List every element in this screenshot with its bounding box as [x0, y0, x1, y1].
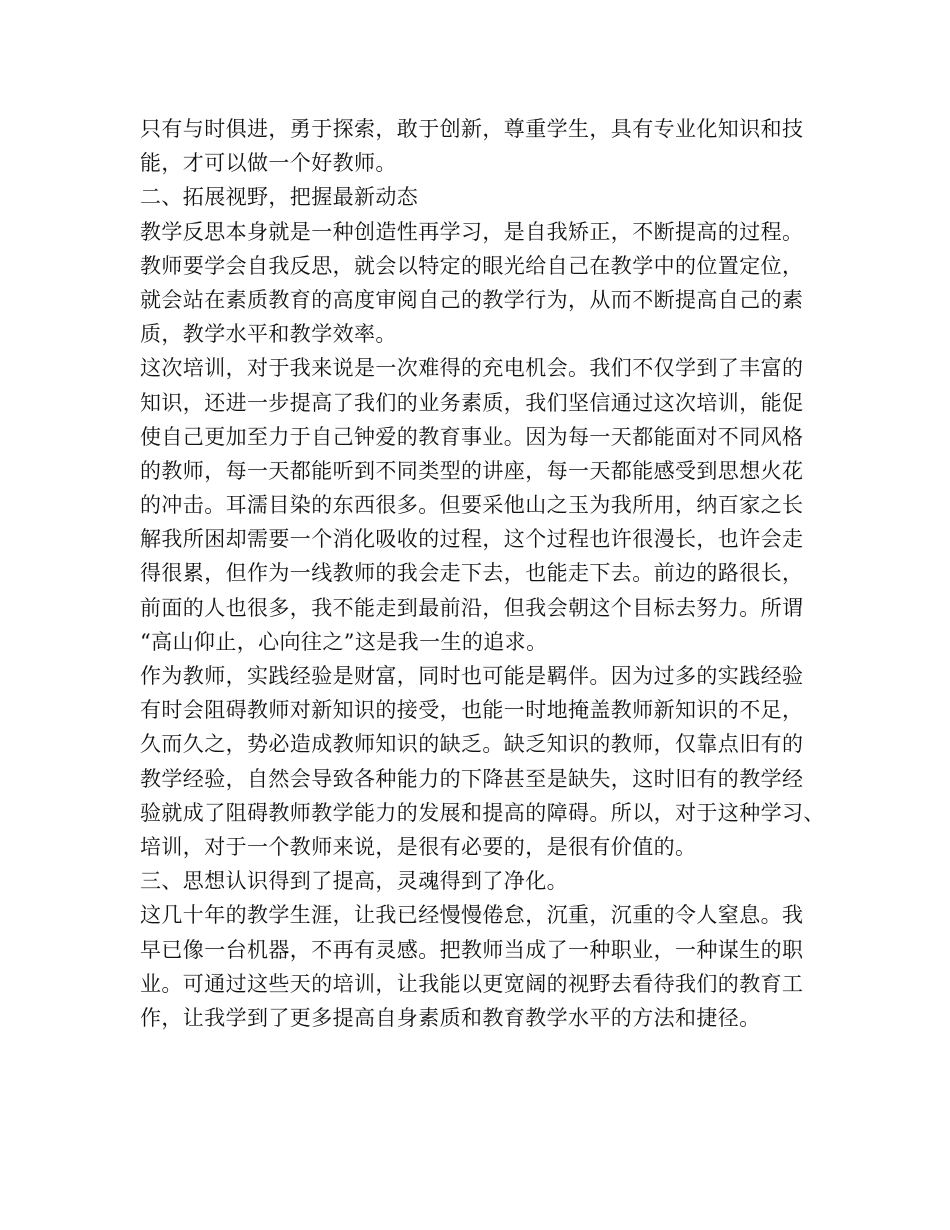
text-line: 作，让我学到了更多提高自身素质和教育教学水平的方法和捷径。 [140, 1005, 761, 1030]
text-line: 的教师，每一天都能听到不同类型的讲座，每一天都能感受到思想火花 [140, 458, 804, 483]
text-line: 知识，还进一步提高了我们的业务素质，我们坚信通过这次培训，能促 [140, 390, 804, 415]
text-line: 早已像一台机器，不再有灵感。把教师当成了一种职业，一种谋生的职 [140, 937, 804, 962]
text-line: 解我所困却需要一个消化吸收的过程，这个过程也许很漫长，也许会走 [140, 527, 804, 552]
text-line: 前面的人也很多，我不能走到最前沿，但我会朝这个目标去努力。所谓 [140, 595, 804, 620]
text-line: 只有与时俱进，勇于探索，敢于创新，尊重学生，具有专业化知识和技 [140, 117, 804, 141]
text-line: 教学经验，自然会导致各种能力的下降甚至是缺失，这时旧有的教学经 [140, 766, 804, 791]
text-line: 就会站在素质教育的高度审阅自己的教学行为，从而不断提高自己的素 [140, 287, 804, 312]
document-body [140, 112, 830, 1035]
text-line: 质，教学水平和教学效率。 [140, 322, 397, 347]
text-line: 得很累，但作为一线教师的我会走下去，也能走下去。前边的路很长， [140, 561, 804, 586]
text-line: 教师要学会自我反思，就会以特定的眼光给自己在教学中的位置定位， [140, 253, 804, 278]
section-heading: 二、拓展视野，把握最新动态 [140, 185, 419, 210]
text-line: 有时会阻碍教师对新知识的接受，也能一时地掩盖教师新知识的不足， [140, 698, 804, 723]
text-line: 久而久之，势必造成教师知识的缺乏。缺乏知识的教师，仅靠点旧有的 [140, 732, 804, 757]
text-line: 这几十年的教学生涯，让我已经慢慢倦怠，沉重，沉重的令人窒息。我 [140, 903, 804, 928]
text-line: 业。可通过这些天的培训，让我能以更宽阔的视野去看待我们的教育工 [140, 971, 804, 996]
section-heading: 三、思想认识得到了提高，灵魂得到了净化。 [140, 869, 568, 894]
text-line: 的冲击。耳濡目染的东西很多。但要采他山之玉为我所用，纳百家之长 [140, 493, 804, 518]
text-line: 教学反思本身就是一种创造性再学习，是自我矫正，不断提高的过程。 [140, 219, 804, 244]
text-line: 作为教师，实践经验是财富，同时也可能是羁伴。因为过多的实践经验 [140, 664, 804, 688]
text-line: “高山仰止，心向往之”这是我一生的追求。 [140, 629, 548, 654]
text-line: 能，才可以做一个好教师。 [140, 151, 397, 176]
text-line: 验就成了阻碍教师教学能力的发展和提高的障碍。所以，对于这种学习、 [140, 800, 825, 825]
text-line: 使自己更加至力于自己钟爱的教育事业。因为每一天都能面对不同风格 [140, 424, 804, 449]
text-line: 培训，对于一个教师来说，是很有必要的，是很有价值的。 [140, 834, 697, 859]
text-line: 这次培训，对于我来说是一次难得的充电机会。我们不仅学到了丰富的 [140, 356, 804, 381]
